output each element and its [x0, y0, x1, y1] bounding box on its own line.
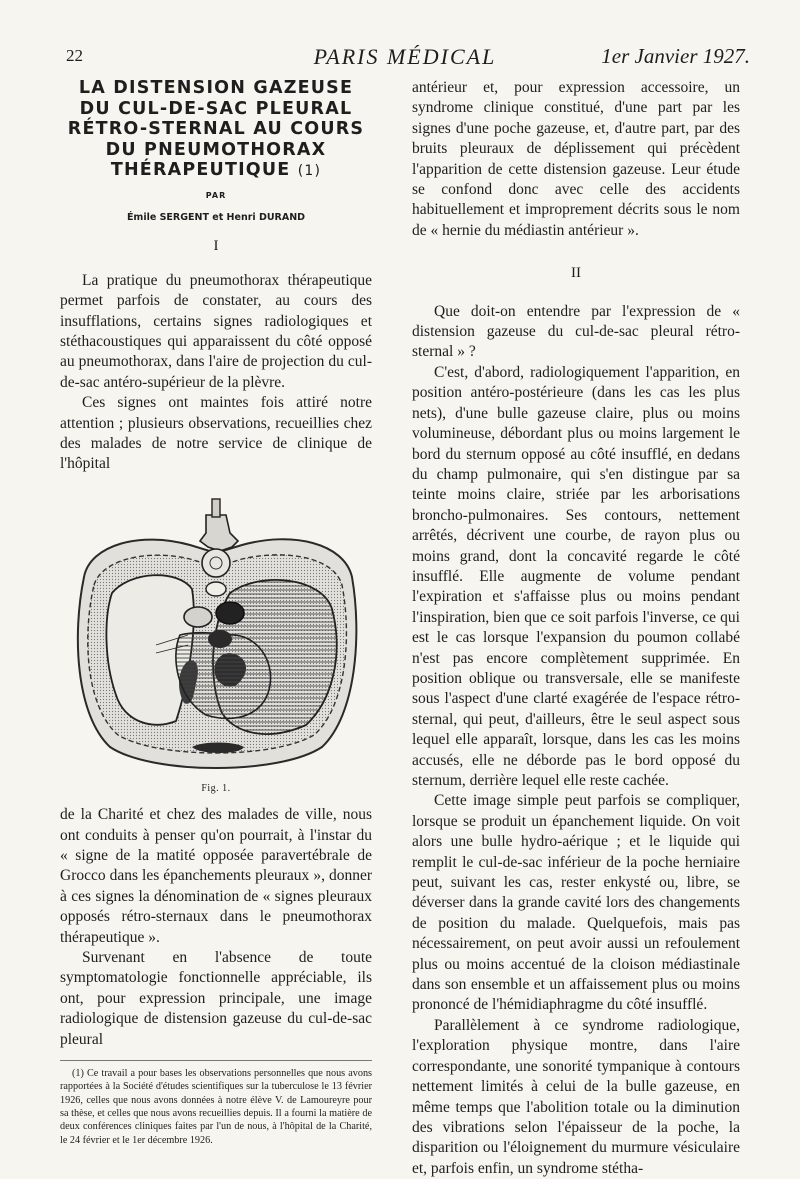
- section-heading-1: I: [213, 238, 219, 255]
- paragraph: antérieur et, pour expression accessoire, un syndrome clinique constitué, d'une part par les signes d'une poche gazeuse, et, d'autre part, par des bruits pleuraux de déplissement qui précèdent l'apparition de cette distension gazeuse. Leur étude se confond donc avec celle des accidents habituellement et improprement décrits sous le nom de « hernie du médiastin antérieur ».: [412, 79, 740, 239]
- paragraph: Ces signes ont maintes fois attiré notre attention ; plusieurs observations, recueillies chez des malades de notre service de clinique de l'hôpital: [60, 394, 372, 473]
- article-title: LA DISTENSION GAZEUSE DU CUL-DE-SAC PLEURAL RÉTRO-STERNAL AU COURS DU PNEUMOTHORAX THÉRAPEUTIQUE (1): [67, 78, 365, 180]
- title-footnote-marker: (1): [297, 163, 322, 179]
- paragraph: Que doit-on entendre par l'expression de « distension gazeuse du cul-de-sac pleural rétro-sternal » ?: [412, 302, 740, 361]
- left-column: [60, 78, 372, 1147]
- page-number: 22: [66, 46, 83, 65]
- paragraph: de la Charité et chez des malades de ville, nous ont conduits à penser qu'on pourrait, à l'instar du « signe de la matité opposée paravertébrale de Grocco dans les épanchements pleuraux », donner à ces signes la dénomination de « signes pleuraux opposés rétro-sternaux dans le pneumothorax thérapeutique ».: [60, 806, 372, 946]
- article-authors: Émile SERGENT et Henri DURAND: [126, 211, 306, 223]
- figure-thorax-section: [60, 485, 372, 777]
- section-heading-2: II: [571, 265, 581, 282]
- footnote-text: (1) Ce travail a pour bases les observations personnelles que nous avons rapportées à la Société d'études scientifiques sur la tuberculose le 13 février 1926, celles que nous avons données à notre élève V. de Lamoureyre pour sa thèse, et celles que nous avons recueillies depuis. Il a fourni la matière de deux conférences cliniques faites par l'un de nous, à l'hôpital de la Charité, le 24 février et le 1er décembre 1926.: [60, 1068, 372, 1146]
- journal-title: PARIS MÉDICAL: [313, 44, 497, 69]
- page-header: [60, 44, 750, 74]
- paragraph: Cette image simple peut parfois se compliquer, lorsque se produit un épanchement liquide. On voit alors une bulle hydro-aérique ; et le liquide qui remplit le cul-de-sac inférieur de la poche herniaire peut, suivant les cas, rester enkysté ou, libre, se déverser dans la grande cavité lors des changements de position du malade. Quelquefois, mais pas nécessairement, on peut avoir aussi un refoulement plus ou moins accentué de la cloison médiastinale dans son ensemble et un affaissement plus ou moins prononcé de l'hémidiaphragme du côté insufflé.: [412, 792, 740, 1014]
- byline-par: PAR: [205, 190, 227, 200]
- thorax-cross-section-illustration: [60, 485, 372, 777]
- issue-date: 1er Janvier 1927.: [601, 44, 750, 68]
- right-column: [412, 78, 740, 1179]
- footnote: [60, 1060, 372, 1147]
- paragraph: C'est, d'abord, radiologiquement l'apparition, en position antéro-postérieure (dans les cas les plus nets), d'une bulle gazeuse claire, plus ou moins volumineuse, débordant plus ou moins largement le bord du sternum opposé au côté insufflé, en dedans du champ pulmonaire, qui s'en distingue par sa teinte moins claire, striée par les arborisations broncho-pulmonaires. Ses contours, nettement arrêtés, décrivent une courbe, de rayon plus ou moins grand, dont la concavité regarde le côté insufflé. Elle augmente de volume pendant l'expiration et s'affaisse plus ou moins pendant l'inspiration, bien que ce soit parfois l'inverse, ce qui est le cas lorsque l'expansion du poumon collabé n'est pas encore complètement supprimée. En position oblique ou transversale, elle se manifeste sous l'aspect d'une clarté exagérée de l'espace rétro-sternal, qui peut, d'ailleurs, être le seul aspect sous lequel elle apparaît, lorsque, dans les cas les moins accusés, elle ne déborde pas le bord opposé du sternum, derrière lequel elle reste cachée.: [412, 363, 740, 789]
- paragraph: Survenant en l'absence de toute symptomatologie fonctionnelle appréciable, ils ont, pour expression principale, une image radiologique de distension gazeuse du cul-de-sac pleural: [60, 949, 372, 1048]
- paragraph: Parallèlement à ce syndrome radiologique, l'exploration physique montre, dans l'aire correspondante, une sonorité tympanique à contours nettement limités à celui de la bulle gazeuse, en même temps que l'abolition totale ou la diminution des vibrations selon l'épaisseur de la poche, la disparition ou l'éloignement du murmure vésiculaire et, parfois enfin, un syndrome stétha-: [412, 1016, 740, 1177]
- figure-caption: Fig. 1.: [201, 782, 231, 794]
- paragraph: La pratique du pneumothorax thérapeutique permet parfois de constater, au cours des insufflations, certains signes radiologiques et stéthacoustiques qui apparaissent du côté opposé au pneumothorax, dans l'aire de projection du cul-de-sac antéro-supérieur de la plèvre.: [60, 271, 372, 391]
